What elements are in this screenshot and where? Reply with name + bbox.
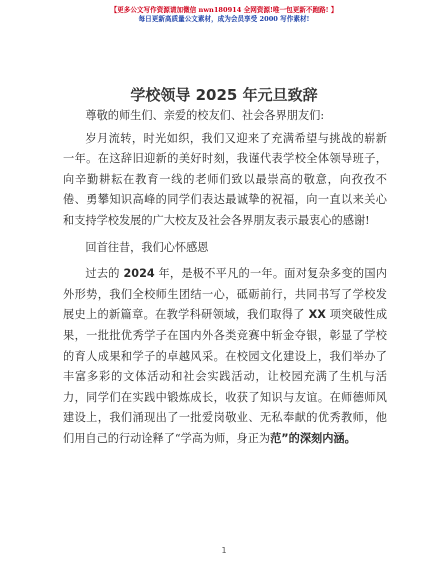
paragraph-3: [63, 264, 387, 449]
greeting-paragraph: 尊敬的师生们、亲爱的校友们、社会各界朋友们:: [85, 109, 325, 122]
page-number: 1: [221, 546, 227, 555]
promo-banner-line-2: 每日更新高质量公文素材，成为会员享受 2000 写作素材!: [138, 15, 310, 23]
paragraph-3-bold-end: 范”的深刻内涵。: [270, 431, 356, 445]
paragraph-3-year: 2024: [123, 267, 155, 281]
paragraph-3-text-c: 项突破性成果，一批批优秀学子在国内外各类竞赛中斩金夺银，彰显了学校的育人成果和学子的卓越风采。在校园文化建设上，我们举办了丰富多彩的文体活动和社会实践活动，让校园充满了生机与活力，同学们在实践中锻炼成长，收获了知识与友谊。在师德师风建设上，我们涌现出了一批爱岗敬业、无私奉献的优秀教师，他们用自己的行动诠释了“学高为师，身正为: [63, 308, 388, 445]
document-body: [63, 106, 387, 454]
paragraph-3-xx: XX: [308, 308, 326, 322]
promo-banner-line-1: 【更多公文写作资源请加微信 nwn180914 全网资源!唯一包更新不跑路! 】: [110, 6, 338, 14]
promo-banner: [0, 6, 448, 24]
paragraph-2: 回首往昔，我们心怀感恩: [85, 240, 209, 254]
paragraph-3-text-a: 过去的: [85, 267, 124, 281]
paragraph-1: 岁月流转，时光如织，我们又迎来了充满希望与挑战的崭新一年。在这辞旧迎新的美好时刻，我谨代表学校全体领导班子，向辛勤耕耘在教育一线的老师们致以最崇高的敬意，向孜孜不倦、勇攀知识高峰的同学们表达最诚挚的祝福，向一直以来关心和支持学校发展的广大校友及社会各界朋友表示最衷心的感谢!: [63, 131, 387, 227]
paragraph-3-text-b: 年，是极不平凡的一年。面对复杂多变的国内外形势，我们全校师生团结一心，砥砺前行，共同书写了学校发展史上的新篇章。在教学科研领域，我们取得了: [63, 267, 387, 322]
document-title: 学校领导 2025 年元旦致辞: [130, 86, 318, 104]
